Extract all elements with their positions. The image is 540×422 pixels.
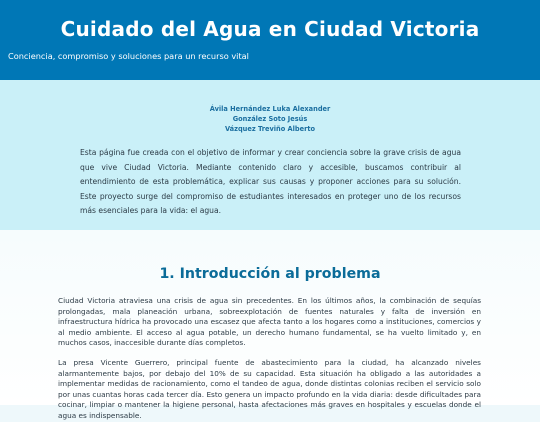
author-name: Vázquez Treviño Alberto [224,125,316,133]
main-content [0,230,540,420]
page-header [0,0,540,80]
page-title: Cuidado del Agua en Ciudad Victoria [60,17,480,41]
section-paragraph: La presa Vicente Guerrero, principal fuente de abastecimiento para la ciudad, ha alcanzado niveles alarmantemente bajos, por debajo del 10% de su capacidad. Esta situación ha obligado a las autoridades a implementar medidas de racionamiento, como el tandeo de agua, donde distintas colonias reciben el servicio solo por unas cuantas horas cada tercer día. Esto genera un impacto profundo en la vida diaria: desde dificultades para cocinar, limpiar o mantener la higiene personal, hasta afectaciones más graves en hospitales y escuelas donde el agua es indispensable. [58,357,481,420]
author-name: Ávila Hernández Luka Alexander [209,105,331,113]
intro-section [0,80,540,230]
authors-list [0,104,540,134]
section-heading: 1. Introducción al problema [159,266,381,282]
author-name: González Soto Jesús [232,115,308,123]
section-paragraph: Ciudad Victoria atraviesa una crisis de agua sin precedentes. En los últimos años, la combinación de sequías prolongadas, mala planeación urbana, sobreexplotación de fuentes naturales y falta de inversión en infraestructura hídrica ha provocado una escasez que afecta tanto a los hogares como a instituciones, comercios y al medio ambiente. El acceso al agua potable, un derecho humano fundamental, se ha vuelto limitado y, en muchos casos, inaccesible durante días completos. [58,296,481,348]
page-subtitle: Conciencia, compromiso y soluciones para un recurso vital [8,51,249,61]
intro-paragraph: Esta página fue creada con el objetivo de informar y crear conciencia sobre la grave crisis de agua que vive Ciudad Victoria. Mediante contenido claro y accesible, buscamos contribuir al entendimiento de esta problemática, explicar sus causas y proponer acciones para su solución. Este proyecto surge del compromiso de estudiantes interesados en proteger uno de los recursos más esenciales para la vida: el agua. [80,148,461,215]
